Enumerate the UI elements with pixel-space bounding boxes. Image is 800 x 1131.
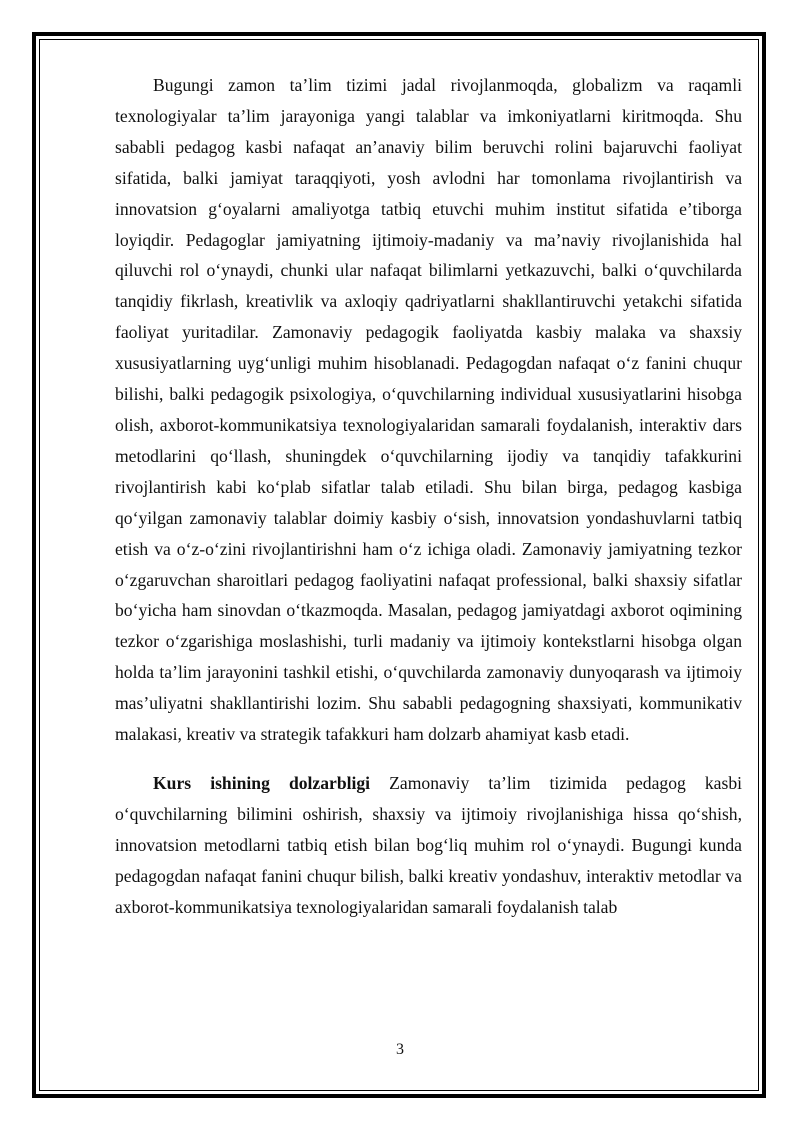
relevance-heading: Kurs ishining dolzarbligi bbox=[153, 772, 371, 793]
relevance-text: Zamonaviy ta’lim tizimida pedagog kasbi o‘quvchilarning bilimini oshirish, shaxsiy va ijtimoiy rivojlanishiga hissa qo‘shish, innovatsion metodlarni tatbiq etish bilan bog‘liq muhim rol o‘ynaydi. Bugungi kunda pedagogdan nafaqat fanini chuqur bilish, balki kreativ yondashuv, interaktiv metodlar va axborot-kommunikatsiya texnologiyalaridan samarali foydalanish talab bbox=[115, 772, 742, 917]
page-number: 3 bbox=[396, 1041, 404, 1058]
paragraph-introduction: Bugungi zamon ta’lim tizimi jadal rivojlanmoqda, globalizm va raqamli texnologiyalar ta’lim jarayoniga yangi talablar va imkoniyatlarni kiritmoqda. Shu sababli pedagog kasbi nafaqat an’anaviy bilim beruvchi rolini bajaruvchi faoliyat sifatida, balki jamiyat taraqqiyoti, yosh avlodni har tomonlama rivojlantirish va innovatsion g‘oyalarni amaliyotga tatbiq etuvchi muhim institut sifatida e’tiborga loyiqdir. Pedagoglar jamiyatning ijtimoiy-madaniy va ma’naviy rivojlanishida hal qiluvchi rol o‘ynaydi, chunki ular nafaqat bilimlarni yetkazuvchi, balki o‘quvchilarda tanqidiy fikrlash, kreativlik va axloqiy qadriyatlarni shakllantiruvchi yetakchi sifatida faoliyat yuritadilar. Zamonaviy pedagogik faoliyatda kasbiy malaka va shaxsiy xususiyatlarning uyg‘unligi muhim hisoblanadi. Pedagogdan nafaqat o‘z fanini chuqur bilishi, balki pedagogik psixologiya, o‘quvchilarning individual xususiyatlarini hisobga olish, axborot-kommunikatsiya texnologiyalaridan samarali foydalanish, interaktiv dars metodlarini qo‘llash, shuningdek o‘quvchilarning ijodiy va tanqidiy tafakkurini rivojlantirish kabi ko‘plab sifatlar talab etiladi. Shu bilan birga, pedagog kasbiga qo‘yilgan zamonaviy talablar doimiy kasbiy o‘sish, innovatsion yondashuvlarni tatbiq etish va o‘z-o‘zini rivojlantirishni ham o‘z ichiga oladi. Zamonaviy jamiyatning tezkor o‘zgaruvchan sharoitlari pedagog faoliyatini nafaqat professional, balki shaxsiy sifatlar bo‘yicha ham sinovdan o‘tkazmoqda. Masalan, pedagog jamiyatdagi axborot oqimining tezkor o‘zgarishiga moslashishi, turli madaniy va ijtimoiy kontekstlarni hisobga olgan holda ta’lim jarayonini tashkil etishi, o‘quvchilarda zamonaviy dunyoqarash va ijtimoiy mas’uliyatni shakllantirishi lozim. Shu sababli pedagogning shaxsiyati, kommunikativ malakasi, kreativ va strategik tafakkuri ham dolzarb ahamiyat kasb etadi. bbox=[115, 75, 742, 745]
paragraph-relevance bbox=[115, 768, 742, 923]
document-body bbox=[115, 70, 742, 922]
